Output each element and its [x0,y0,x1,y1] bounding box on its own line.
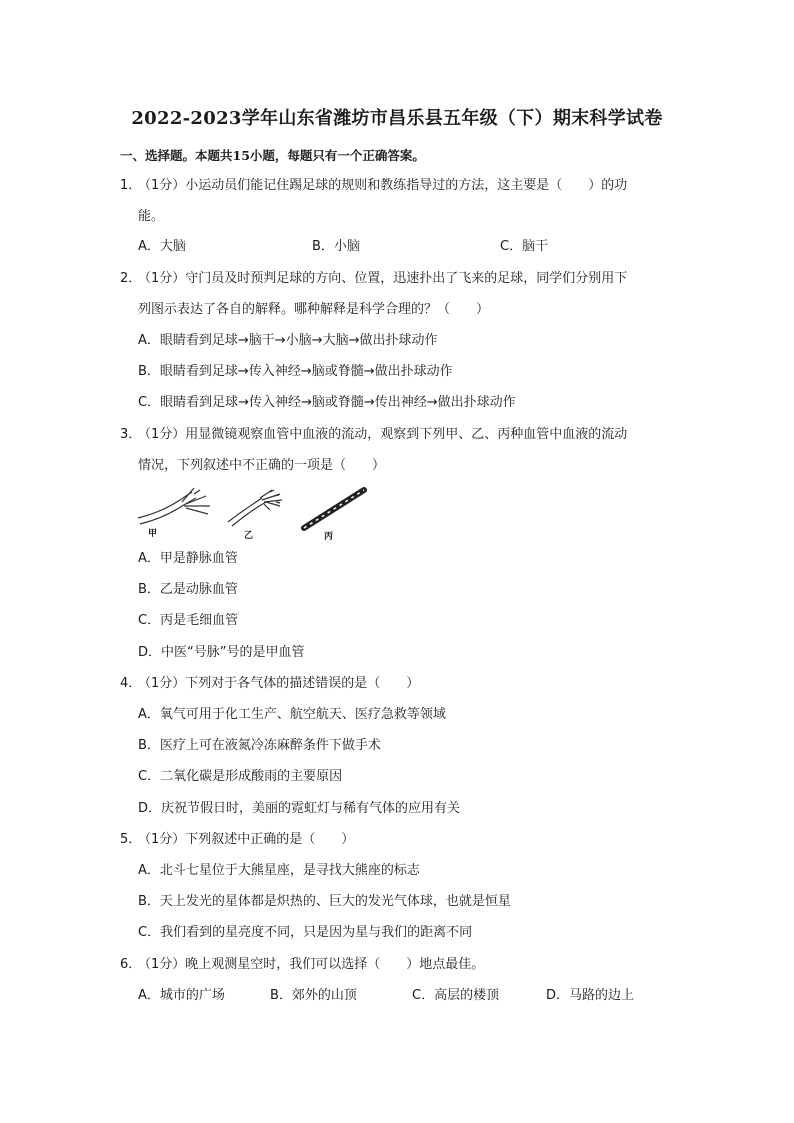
option-c: C．脑干 [500,239,549,254]
question-number: 2． [120,271,142,286]
vessel-jia-drawing [138,488,210,524]
option-b: B．小脑 [312,239,360,254]
question-number: 1． [120,178,142,193]
question-text-line: （1分）守门员及时预判足球的方向、位置，迅速扑出了飞来的足球，同学们分别用下 [138,271,628,286]
question-number: 6． [120,957,142,972]
option-b: B．乙是动脉血管 [138,582,238,597]
blood-vessel-figure [134,484,374,544]
vessel-yi-drawing [228,490,282,526]
option-b: B．眼睛看到足球→传入神经→脑或脊髓→做出扑球动作 [138,364,453,379]
option-a: A．甲是静脉血管 [138,551,238,566]
option-c: C．丙是毛细血管 [138,613,239,628]
question-text-line: 能。 [138,209,165,224]
option-c: C．我们看到的星亮度不同，只是因为星与我们的距离不同 [138,925,473,940]
question-text-line: （1分）下列对于各气体的描述错误的是（ ） [138,676,420,691]
option-d: D．中医“号脉”号的是甲血管 [138,645,305,660]
section-heading: 一、选择题。本题共15小题，每题只有一个正确答案。 [120,148,425,163]
option-d: D．庆祝节假日时，美丽的霓虹灯与稀有气体的应用有关 [138,801,461,816]
option-b: B．天上发光的星体都是炽热的、巨大的发光气体球，也就是恒星 [138,894,511,909]
page-title: 2022-2023学年山东省潍坊市昌乐县五年级（下）期末科学试卷 [131,108,663,129]
question-text-line: 情况，下列叙述中不正确的一项是（ ） [138,458,386,473]
option-c: C．二氧化碳是形成酸雨的主要原因 [138,769,343,784]
question-text-line: （1分）用显微镜观察血管中血液的流动，观察到下列甲、乙、丙种血管中血液的流动 [138,427,628,442]
question-text-line: （1分）晚上观测星空时，我们可以选择（ ）地点最佳。 [138,957,485,972]
option-b: B．郊外的山顶 [270,988,357,1003]
option-a: A．北斗七星位于大熊星座，是寻找大熊座的标志 [138,863,420,878]
option-a: A．氧气可用于化工生产、航空航天、医疗急救等领域 [138,707,446,722]
vessel-bing-drawing [304,490,364,528]
question-number: 3． [120,427,142,442]
figure-label-bing: 丙 [324,532,334,542]
option-c: C．高层的楼顶 [412,988,500,1003]
option-a: A．城市的广场 [138,988,225,1003]
option-a: A．大脑 [138,239,186,254]
question-text-line: 列图示表达了各自的解释。哪种解释是科学合理的？（ ） [138,302,490,317]
blood-vessel-diagram [134,484,374,544]
figure-label-yi: 乙 [244,531,254,541]
figure-label-jia: 甲 [148,529,158,539]
question-number: 4． [120,676,142,691]
question-number: 5． [120,832,142,847]
option-c: C．眼睛看到足球→传入神经→脑或脊髓→传出神经→做出扑球动作 [138,395,516,410]
option-b: B．医疗上可在液氮冷冻麻醉条件下做手术 [138,738,381,753]
option-d: D．马路的边上 [546,988,635,1003]
option-a: A．眼睛看到足球→脑干→小脑→大脑→做出扑球动作 [138,333,438,348]
question-text-line: （1分）小运动员们能记住踢足球的规则和教练指导过的方法，这主要是（ ）的功 [138,178,628,193]
question-text-line: （1分）下列叙述中正确的是（ ） [138,832,355,847]
